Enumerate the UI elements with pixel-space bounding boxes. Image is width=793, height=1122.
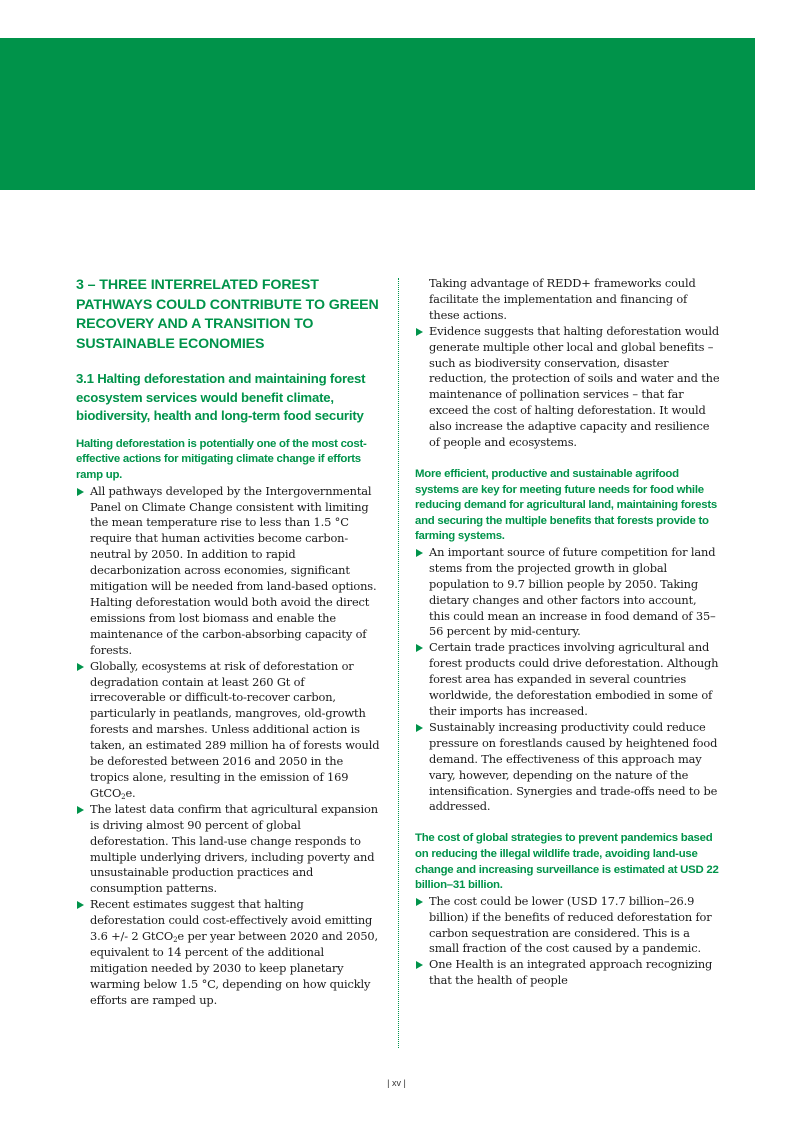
- bullet-text: Recent estimates suggest that halting deforestation could cost-effectively avoid emitting 3.6 +/- 2 GtCO$_2$e per year between 2020 and 2050, equivalent to 14 percent of the additional mitigation needed by 2030 to keep planetary warming below 1.5 °C, depending on how quickly efforts are ramped up.: [90, 897, 379, 1007]
- bullet-text: Certain trade practices involving agricultural and forest products could drive deforestation. Although forest area has expanded in several countries worldwide, the deforestation embodied in some of their imports has increased.: [429, 640, 719, 718]
- bullet-item: [415, 324, 720, 451]
- block-heading: The cost of global strategies to prevent pandemics based on reducing the illegal wildlife trade, avoiding land-use change and increasing surveillance is estimated at USD 22 billion–31 billion.: [415, 832, 719, 892]
- bullet-arrow-icon: [416, 328, 423, 336]
- bullet-item: [415, 545, 720, 640]
- bullet-item: [415, 894, 720, 958]
- bullet-item: [415, 640, 720, 720]
- bullet-arrow-icon: [77, 488, 84, 496]
- bullet-arrow-icon: [77, 806, 84, 814]
- bullet-item: [76, 802, 381, 897]
- subsection-heading: 3.1 Halting deforestation and maintaining forest ecosystem services would benefit climate, biodiversity, health and long-term food security: [76, 371, 366, 424]
- bullet-text: The latest data confirm that agricultural expansion is driving almost 90 percent of global deforestation. This land-use change responds to multiple underlying drivers, including poverty and unsustainable production practices and consumption patterns.: [90, 801, 378, 896]
- bullet-item: [76, 897, 381, 1008]
- section-heading: 3 – THREE INTERRELATED FOREST PATHWAYS COULD CONTRIBUTE TO GREEN RECOVERY AND A TRANSITION TO SUSTAINABLE ECONOMIES: [76, 277, 379, 352]
- bullet-item: [415, 957, 720, 989]
- bullet-arrow-icon: [416, 961, 423, 969]
- bullet-text: Sustainably increasing productivity could reduce pressure on forestlands caused by heightened food demand. The effectiveness of this approach may vary, however, depending on the nature of the intensification. Synergies and trade-offs need to be addressed.: [429, 719, 718, 814]
- left-column: [76, 276, 381, 1009]
- bullet-arrow-icon: [77, 901, 84, 909]
- bullet-item: [76, 484, 381, 659]
- bullet-text: Globally, ecosystems at risk of deforestation or degradation contain at least 260 Gt of irrecoverable or difficult-to-recover carbon, particularly in peatlands, mangroves, old-growth forests and marshes. Unless additional action is taken, an estimated 289 million ha of forests would be deforested between 2016 and 2050 in the tropics alone, resulting in the emission of 169 GtCO$_2$e.: [90, 658, 380, 801]
- continued-text: Taking advantage of REDD+ frameworks could facilitate the implementation and financing of these actions.: [429, 276, 696, 322]
- page-number: | xv |: [387, 1078, 406, 1088]
- block-heading: Halting deforestation is potentially one of the most cost-effective actions for mitigating climate change if efforts ramp up.: [76, 437, 367, 482]
- bullet-text: An important source of future competition for land stems from the projected growth in global population to 9.7 billion people by 2050. Taking dietary changes and other factors into account, this could mean an increase in food demand of 35–56 percent by mid-century.: [429, 544, 716, 639]
- bullet-text: Evidence suggests that halting deforestation would generate multiple other local and global benefits – such as biodiversity conservation, disaster reduction, the protection of soils and water and the maintenance of pollination services – that far exceed the cost of halting deforestation. It would also increase the adaptive capacity and resilience of people and ecosystems.: [429, 323, 720, 450]
- bullet-list: [76, 484, 381, 1009]
- bullet-text: All pathways developed by the Intergovernmental Panel on Climate Change consistent with limiting the mean temperature rise to less than 1.5 °C require that human activities become carbon-neutral by 2050. In addition to rapid decarbonization across economies, significant mitigation will be needed from land-based options. Halting deforestation would both avoid the direct emissions from lost biomass and enable the maintenance of the carbon-absorbing capacity of forests.: [90, 483, 377, 657]
- header-banner: [0, 38, 755, 190]
- bullet-list: [415, 894, 720, 989]
- bullet-list: [415, 324, 720, 451]
- bullet-list: [415, 545, 720, 815]
- bullet-arrow-icon: [416, 724, 423, 732]
- block-heading: More efficient, productive and sustainable agrifood systems are key for meeting future needs for food while reducing demand for agricultural land, maintaining forests and securing the multiple benefits that forests provide to farming systems.: [415, 467, 717, 543]
- bullet-arrow-icon: [416, 644, 423, 652]
- bullet-text: The cost could be lower (USD 17.7 billion–26.9 billion) if the benefits of reduced deforestation for carbon sequestration are considered. This is a small fraction of the cost caused by a pandemic.: [429, 893, 712, 956]
- bullet-arrow-icon: [77, 663, 84, 671]
- bullet-arrow-icon: [416, 549, 423, 557]
- bullet-arrow-icon: [416, 898, 423, 906]
- column-divider: [398, 278, 399, 1048]
- bullet-item: [76, 659, 381, 802]
- bullet-text: One Health is an integrated approach recognizing that the health of people: [429, 957, 713, 988]
- bullet-item: [415, 720, 720, 815]
- right-column: [415, 276, 720, 989]
